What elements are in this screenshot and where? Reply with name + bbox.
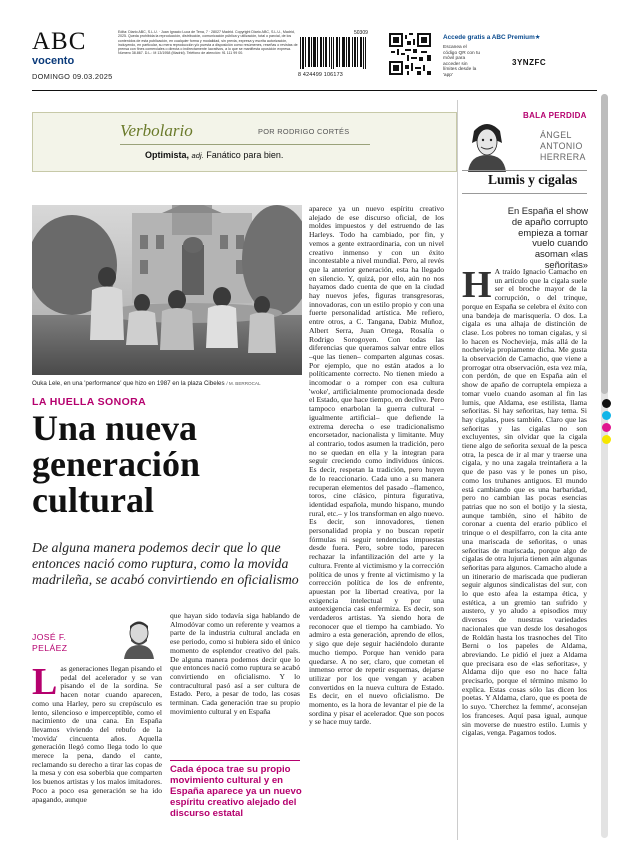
color-mark-cyan xyxy=(602,411,611,420)
author-portrait xyxy=(118,617,160,659)
column-body xyxy=(462,268,587,845)
article-column-3 xyxy=(309,205,444,845)
article-col1-text: as generaciones llegan pisando el pedal del acelerador y se van pisando el de la sordina. Se hacen notar cuando aparecen, como una Harley, pero su crepúsculo es lento, silencioso e imperceptible, como el nacimiento de una cana. En España llevamos viviendo del rebufo de la 'movida' cincuenta años. Aquella generación llegó como llega todo lo que merece la pena, dando el cante, reclamando su derecho a tirar las copas de la mesa y con esa soberbia que comparten los buenos artistas y los malos imitadores. Poco a poco esa generación se ha ido apagando, aunque xyxy=(32,665,162,804)
article-col3-text: aparece ya un nuevo espíritu creativo alejado de ese discurso oficial, de los moldes impuestos y del estruendo de las Harleys. Todo ha cambiado, por fin, y vemos a gente extraordinaria, con un nivel creativo inmenso y con un éxito incontestable a nivel mundial. Pero, al revés que la anterior generación, esta ha llegado en silencio. Y, quizá, por ello, aún no nos hayamos dado cuenta de que en la ciudad hay nuevos jefes, figuras transgresoras, innovadoras, con un estilo propio y con una fuerte personalidad artística. Me refiero, entre otros, a C. Tangana, Dabiz Muñoz, Albert Serra, Juan Ortega, Rosalía o Rodrigo Sorogoyen. Con todas las diferencias que queramos salvar entre ellos –que las tienen– comparten algunas cosas. Por ejemplo, que no están atados a lo políticamente correcto. No tienen miedo a incomodar o a romper con esa cultura 'woke', artificialmente promocionada desde el Estado, que hace tiempo, en declive. Pero tampoco enarbolan la guerra cultural –igualmente artificial– que defiende la extrema derecha o ese tradicionalismo encorsetador, nacionalista y limitante. Muy al contrario, todos asumen la tradición, pero no se quedan en ella y la integran para seguir creciendo como individuos únicos. Es decir, respetan la tradición, pero huyen de lo reaccionario. Cada uno a su manera recuperan elementos del pasado –flamenco, toros, cine clásico, pintura figurativa, identidad española, mundo hispano, mundo rural, etc.– y los transforman en algo nuevo. Es decir, son innovadores, tienen personalidad propia y no buscan repetir fórmulas ni seguir tendencias impuestas desde fuera. Pero, sobre todo, parecen rechazar la infantilización del arte y la cultura. Frente al victimismo y la corrección política de unos y frente al victimismo y la corrección política de los de enfrente, apuestan por la libertad creativa, por la exigencia intelectual y por una autoexigencia casi enfermiza. Es decir, son verdaderos artistas. Ya siendo hora de reconocer que el tiempo ha cambiado. Yo admiro a esta generación, aprendo de ellos, y sigo que deje seguir haciéndolo durante mucho tiempo. Porque han venido para quedarse. A no ser, claro, que cometan el inmenso error de repetir esquemas, dejarse utilizar por los que vengan y acaben convertidos en la nueva cultura de Estado. Es decir, en el nuevo oficialismo. De momento, es la hora de levantar el pie de la sordina y pisar el acelerador. Que son pocos y se hace muy tarde. xyxy=(309,205,444,727)
verbolario-title: Verbolario xyxy=(120,121,193,140)
barcode xyxy=(298,33,378,71)
drop-cap: L xyxy=(32,665,58,703)
byline-author-last: PELÁEZ xyxy=(32,643,68,653)
masthead-divider xyxy=(32,90,597,91)
byline-author-first: JOSÉ F. xyxy=(32,632,67,642)
pullquote: Cada época trae su propio movimiento cultural y en España aparece ya un nuevo espíritu creativo alejado del discurso estatal xyxy=(170,764,302,819)
main-headline: Una nueva generación cultural xyxy=(32,408,200,520)
vocento-brand: vocento xyxy=(32,55,75,67)
pullquote-rule xyxy=(170,760,300,761)
photo-credit: / M. BERROCAL xyxy=(226,381,261,386)
promo-code: 3YNZFC xyxy=(512,58,547,67)
verbolario-grammar: adj. xyxy=(191,151,204,160)
abc-logo: ABC xyxy=(32,28,87,55)
column-divider xyxy=(457,100,458,840)
columnist-last: HERRERA xyxy=(540,152,586,162)
photo-caption-text: Ouka Lele, en una 'performance' que hizo en 1987 en la plaza Cibeles xyxy=(32,380,225,387)
photo-caption xyxy=(32,380,307,387)
column-body-text: A traído Ignacio Camacho en un artículo que la cigala suele ser el broche mayor de la corrupción, o del trinque, porque en España se celebra el éxito con una bandeja de marisquería. O dos. La cigala es una alhaja de distinción de clase. Los pobres no toman cigalas, y si lo hacen es Nochevieja, más allá de la nochevieja propiamente dicha. Me gusta la observación de Camacho, que viene a prorrogar otra observación, esta vez mía, con perdón, de que en España aún el show de apaño de corruptela empieza a tomar vuelo cuando asoman al fin las lumis, que Aldama, ese estilista, llama señoritas. Si hay señoritas, hay tema. Si hay cigalas, pues también. Claro que las señoritas y las cigalas no son excluyentes, sin olvidar que la cigala tiene algo de señorita sexual de la pesca otra, la pesca de ir al mar y traerse una cigala, y no una zagala treintañera a la que de paso vas y le pones un piso, como los truhanes antiguos. El mundo está cambiando que es una barbaridad, pero no cambian las pocas esencias patrias que no son el botijo y la siesta, aunque también, sino el hábito de coronar a cuenta del erario público el trinque o el despilfarro, con la cita ante una mariscada de señoritas, o unas señoritas de mariscada, porque algo de cigalas de otra lujuria tienen aún algunas señoritas para algunos. Camacho alude a un itinerario de mariscada que pudieran seguir algunos sindicalistas del sur, con lo que esto afea la estampa ética, y estética, a un gremio tan sufrido y austero, y yo aludo a episodios muy diversos de nuestras variedades nacionales que van desde los desahogos de Roldán hasta los trasnoches del Tito Berni o los papeles de Aldama, abreviando. Le pidió el juez a Aldama que precisara eso de «las señoritas», y Aldama dijo que eso no hace falta precisarlo, porque el término mismo lo explica. Estas cosas sólo las dicen los poetas. Y Aldama, claro, que es poeta de lo suyo. 'Cherchez la femme', aconsejan los franceses. Aquí pasa igual, aunque sin moverse de nuestro estilo. Lumis y cigalas, venga. Pagamos todos. xyxy=(462,268,587,738)
verbolario-rule xyxy=(120,144,370,145)
section-label: LA HUELLA SONORA xyxy=(32,396,147,408)
verbolario-entry xyxy=(145,150,283,160)
column-rule-bottom xyxy=(462,193,587,194)
article-column-2 xyxy=(170,612,300,772)
issue-date: DOMINGO 09.03.2025 xyxy=(32,72,113,81)
legal-credits: Edita: Diario ABC, S.L.U. · Juan Ignacio Luca de Tena, 7 · 28027 Madrid. Copyright Diario ABC, S.L.U., Madrid, 2025. Queda prohibida la reproducción, distribución, comunicación pública y utilización, total o parcial, de los contenidos de esta publicación, en cualquier forma y modalidad, sin previa, expresa y escrita autorización, incluyendo, en particular, su mera reproducción y/o puesta a disposición como resúmenes, reseñas o revistas de prensa con fines comerciales o directa o indirectamente lucrativos, a lo que se manifiesta oposición expresa. Número 38.867. D.L.: M 13/1958 (Madrid). Teléfono de atención: 91 111 99 00. xyxy=(118,30,298,56)
issue-code: 50309 xyxy=(354,30,368,36)
qr-code[interactable] xyxy=(389,33,431,75)
scrollbar-thumb[interactable] xyxy=(601,94,608,394)
verbolario-box xyxy=(32,112,457,172)
column-section: BALA PERDIDA xyxy=(523,111,587,120)
columnist-portrait xyxy=(462,117,512,172)
color-mark-yellow xyxy=(602,435,611,444)
barcode-number: 8 424499 106173 xyxy=(298,72,343,78)
color-mark-magenta xyxy=(602,423,611,432)
column-drop-cap: H xyxy=(462,268,492,306)
column-standfirst: En España el show de apaño corrupto empieza a tomar vuelo cuando asoman «las señoritas» xyxy=(507,205,588,270)
column-rule-top xyxy=(462,170,587,171)
verbolario-word: Optimista, xyxy=(145,150,190,160)
article-column-1 xyxy=(32,665,162,845)
standfirst: De alguna manera podemos decir que lo que entonces nació como ruptura, como la movida madrileña, se acabó convirtiendo en oficialismo xyxy=(32,540,299,587)
color-mark-black xyxy=(602,399,611,408)
verbolario-author: POR RODRIGO CORTÉS xyxy=(258,127,350,136)
columnist-middle: ANTONIO xyxy=(540,141,583,151)
article-col2-text: que hayan sido todavía siga hablando de Almodóvar como un referente y veamos a parte de la industria cultural anclada en ese periodo, como si hubiera sido el único momento de esplendor creativo del país. De alguna manera podemos decir que lo que entonces nació como ruptura se acabó convirtiendo en oficialismo. Y lo contracultural pasó así a ser cultura de Estado. Pero, a pesar de todo, las cosas terminan. Cada generación trae su propio movimiento cultural y en España xyxy=(170,612,300,716)
premium-offer-link[interactable]: Accede gratis a ABC Premium★ xyxy=(443,34,541,41)
column-headline: Lumis y cigalas xyxy=(488,172,578,187)
verbolario-definition: Fanático para bien. xyxy=(206,150,284,160)
columnist-first: ÁNGEL xyxy=(540,130,572,140)
qr-instructions: Escanea el código QR con tu móvil para acceder sin límites desde la 'app' xyxy=(443,45,481,78)
main-photo xyxy=(32,205,302,375)
